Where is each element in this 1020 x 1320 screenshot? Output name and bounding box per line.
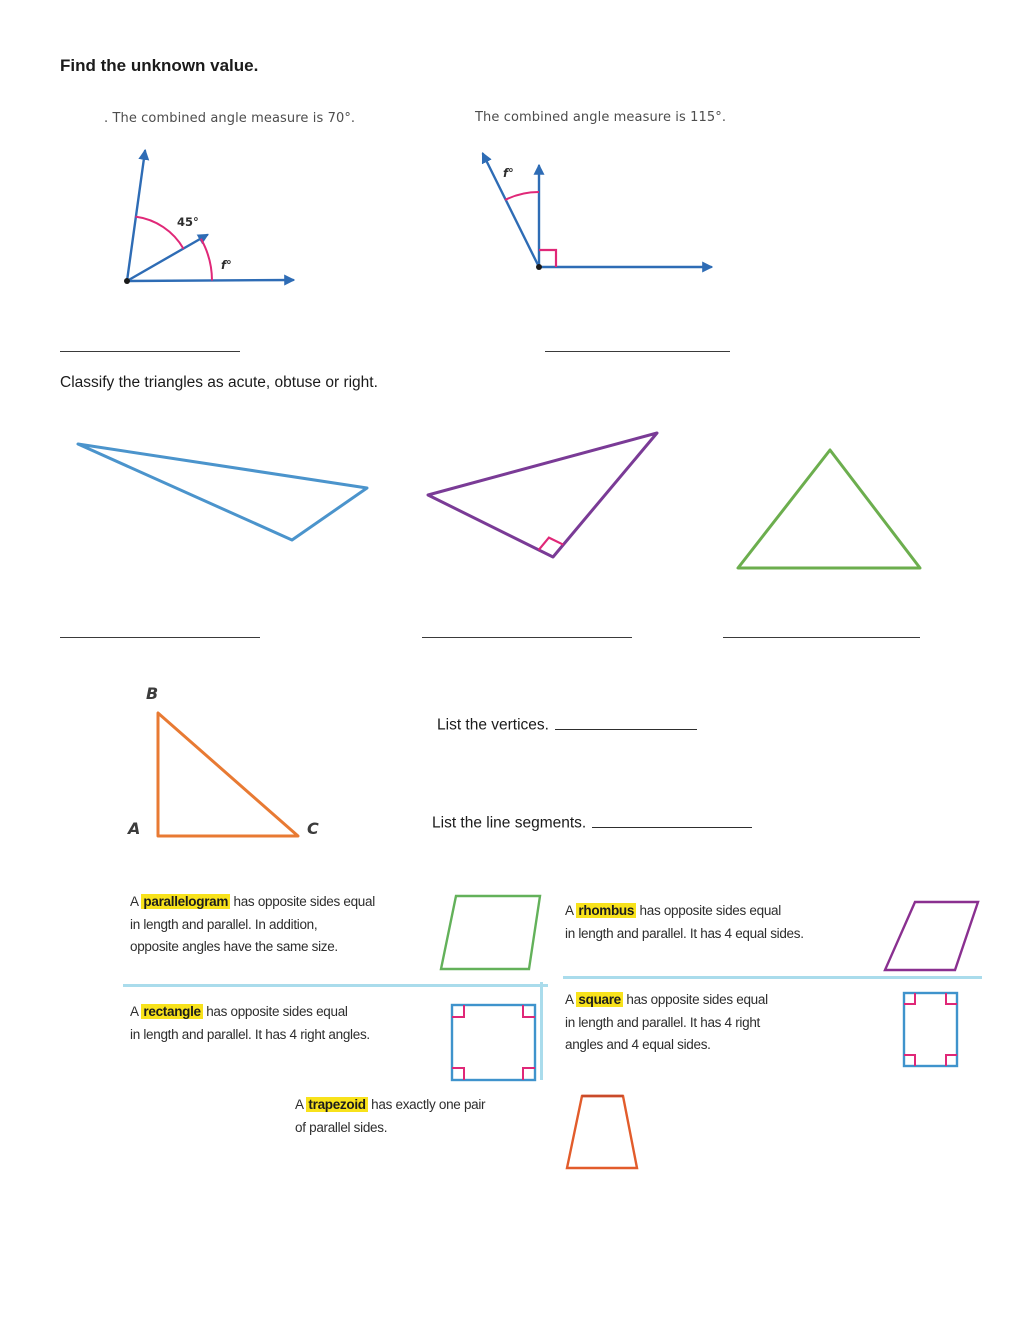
definition-text: in length and parallel. It has 4 right (565, 1014, 760, 1030)
definition-square (565, 989, 825, 1057)
angle-45-label: 45° (177, 215, 199, 229)
segments-blank (592, 812, 752, 828)
highlighted-term: rhombus (578, 903, 635, 918)
definition-line (565, 1034, 825, 1057)
angle-diagram-70 (95, 135, 315, 295)
definition-line (565, 923, 870, 946)
definition-text: has exactly one pair (367, 1097, 486, 1112)
definition-text: of parallel sides. (295, 1119, 388, 1135)
definition-parallelogram (130, 891, 430, 959)
vertex-dot (124, 278, 130, 284)
definition-text: in length and parallel. In addition, (130, 916, 318, 932)
definition-line (565, 900, 870, 923)
definition-text: has opposite sides equal (622, 992, 768, 1007)
definition-line (130, 914, 430, 937)
arc-f (201, 239, 212, 281)
answer-line-1-left (60, 351, 240, 352)
definition-line (565, 1012, 825, 1035)
definition-text: A (565, 992, 577, 1007)
definition-line (295, 1117, 515, 1140)
rectangle-shape (445, 1000, 540, 1085)
angle-f-label: f° (221, 258, 232, 272)
triangle-outline (738, 450, 920, 568)
definition-text: A (130, 1004, 142, 1019)
triangle-abc (120, 675, 350, 855)
definition-rectangle (130, 1001, 440, 1046)
answer-line-2-right (723, 637, 920, 638)
triangle-acute-green (725, 440, 935, 580)
definition-line (295, 1094, 515, 1117)
triangle-obtuse-blue (60, 430, 380, 555)
definition-line (130, 936, 430, 959)
divider-vertical (540, 982, 543, 1080)
definition-line (130, 1024, 440, 1047)
definition-text: A (565, 903, 577, 918)
definition-line (130, 891, 430, 914)
answer-line-2-middle (422, 637, 632, 638)
prompt-list-vertices-label: List the vertices. (437, 716, 549, 734)
definition-line (565, 989, 825, 1012)
definition-text: A (295, 1097, 307, 1112)
definition-text: angles and 4 equal sides. (565, 1037, 711, 1052)
definition-text: has opposite sides equal (230, 894, 375, 909)
prompt-list-segments-label: List the line segments. (432, 814, 587, 832)
vertex-c-label: C (307, 819, 319, 838)
right-angle-mark (946, 993, 957, 1004)
answer-line-1-right (545, 351, 730, 352)
right-angle-mark (523, 1068, 535, 1080)
definition-text: in length and parallel. It has 4 right angles. (130, 1026, 370, 1042)
definition-text: in length and parallel. It has 4 equal sides. (565, 925, 804, 941)
arc-f (505, 192, 539, 200)
vertex-dot (536, 264, 542, 270)
triangle-outline (78, 444, 367, 540)
highlighted-term: parallelogram (143, 894, 229, 909)
divider-right (563, 976, 982, 979)
trapezoid-shape (558, 1086, 643, 1178)
definition-line (130, 1001, 440, 1024)
definition-text: has opposite sides equal (202, 1004, 348, 1019)
prompt-list-vertices (437, 714, 697, 735)
right-angle-mark (946, 1055, 957, 1066)
right-angle-mark (523, 1005, 535, 1017)
triangle-right-purple (415, 420, 670, 565)
caption-combined-70: . The combined angle measure is 70°. (104, 111, 356, 126)
right-angle-mark (904, 1055, 915, 1066)
trapezoid-outline (567, 1096, 637, 1168)
right-angle-mark (539, 250, 556, 267)
rhombus-shape (875, 893, 985, 978)
divider-left (123, 984, 548, 987)
vertex-b-label: B (146, 684, 159, 703)
definition-rhombus (565, 900, 870, 945)
parallelogram-outline (441, 896, 540, 969)
caption-combined-115: The combined angle measure is 115°. (475, 110, 727, 125)
definition-text: opposite angles have the same size. (130, 939, 338, 954)
page-title: Find the unknown value. (60, 56, 259, 75)
right-angle-mark (904, 993, 915, 1004)
highlighted-term: rectangle (143, 1004, 201, 1019)
angle-diagram-115 (465, 140, 735, 285)
classify-heading: Classify the triangles as acute, obtuse or right. (60, 374, 378, 391)
right-angle-mark (452, 1005, 464, 1017)
triangle-outline (428, 433, 657, 557)
ray-horizontal (127, 280, 293, 281)
ray-middle (127, 235, 207, 281)
vertex-a-label: A (128, 819, 141, 838)
right-angle-mark (452, 1068, 464, 1080)
definition-text: A (130, 894, 142, 909)
highlighted-term: trapezoid (308, 1097, 366, 1112)
definition-trapezoid (295, 1094, 515, 1139)
prompt-list-segments (432, 812, 752, 833)
answer-line-2-left (60, 637, 260, 638)
vertices-blank (555, 714, 697, 730)
definition-text: has opposite sides equal (636, 903, 781, 918)
angle-f-label: f° (503, 166, 514, 180)
highlighted-term: square (578, 992, 621, 1007)
rhombus-outline (885, 902, 978, 970)
triangle-outline (158, 713, 298, 836)
parallelogram-shape (435, 890, 550, 975)
square-shape (898, 988, 963, 1073)
